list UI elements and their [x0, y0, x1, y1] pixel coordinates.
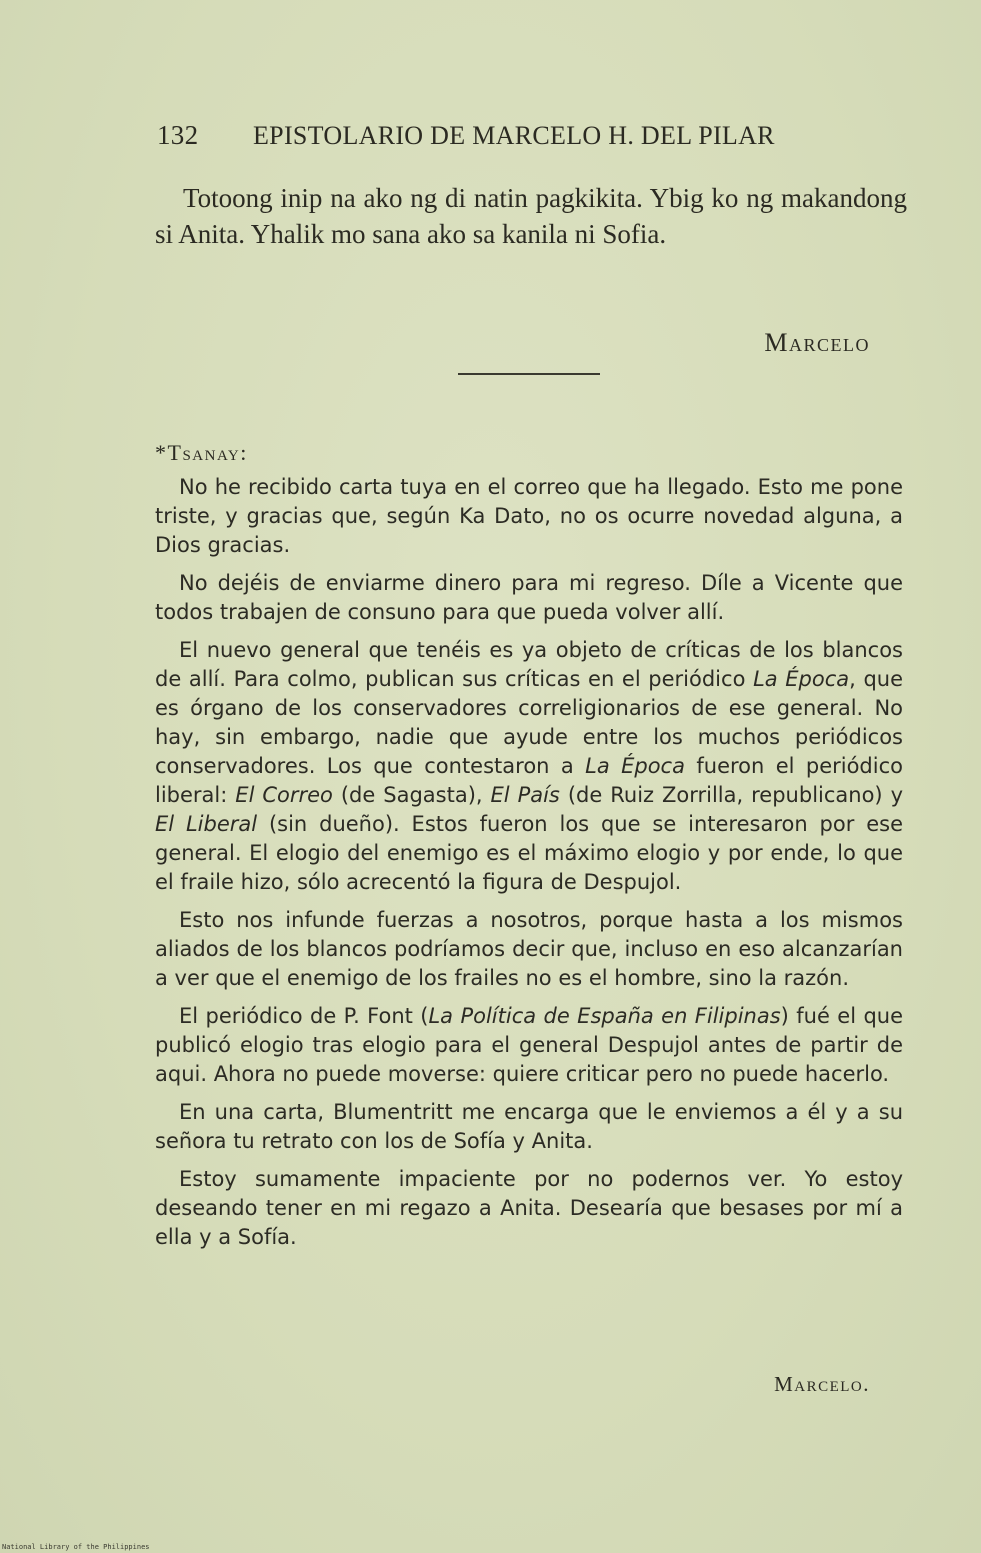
p3-text-e: (de Ruiz Zorrilla, republicano) y: [559, 783, 904, 807]
letter-paragraph-6: En una carta, Blumentritt me encarga que le enviemos a él y a su señora tu retrato con los de Sofía y Anita.: [155, 1100, 903, 1153]
el-correo-title: El Correo: [235, 783, 333, 807]
page-number: 132: [157, 120, 199, 150]
running-header: [157, 120, 857, 151]
section-divider: [458, 373, 600, 375]
tagalog-paragraph: Totoong inip na ako ng di natin pagkikita. Ybig ko ng makandong si Anita. Yhalik mo sana ako sa kanila ni Sofia.: [155, 183, 907, 249]
p5-text-a: El periódico de P. Font (: [179, 1004, 429, 1028]
letter-body: [155, 473, 903, 1261]
signature-marcelo-1: Marcelo: [764, 328, 870, 357]
p3-text-c: fueron el periódico liberal:: [155, 754, 903, 807]
salutation: *Tsanay:: [155, 440, 248, 465]
el-pais-title: El País: [490, 783, 560, 807]
el-liberal-title: El Liberal: [155, 812, 258, 836]
p5-text-b: ) fué el que publicó elogio tras elogio para el general Despujol antes de partir de aqui. Ahora no puede moverse: quiere criticar pero no puede hacerlo.: [155, 1004, 904, 1086]
letter-paragraph-5: [155, 1002, 903, 1089]
library-footer: National Library of the Philippines: [2, 1543, 150, 1551]
signature-marcelo-2: Marcelo.: [774, 1372, 870, 1396]
letter-paragraph-1: No he recibido carta tuya en el correo que ha llegado. Esto me pone triste, y gracias que, según Ka Dato, no os ocurre novedad alguna, a Dios gracias.: [155, 475, 903, 557]
letter-paragraph-4: Esto nos infunde fuerzas a nosotros, porque hasta a los mismos aliados de los blancos podríamos decir que, incluso en eso alcanzarían a ver que el enemigo de los frailes no es el hombre, sino la razón.: [155, 908, 903, 990]
p3-text-f: (sin dueño). Estos fueron los que se interesaron por ese general. El elogio del enemigo es el máximo elogio y por ende, lo que el fraile hizo, sólo acrecentó la figura de Despujol.: [155, 812, 903, 894]
newspaper-title: La Política de España en Filipinas: [428, 1004, 781, 1028]
letter-paragraph-2: No dejéis de enviarme dinero para mi regreso. Díle a Vicente que todos trabajen de consuno para que pueda volver allí.: [155, 571, 903, 624]
la-epoca-title-1: La Época: [753, 667, 850, 691]
letter-paragraph-3: [155, 636, 903, 897]
letter-paragraph-7: Estoy sumamente impaciente por no podernos ver. Yo estoy deseando tener en mi regazo a Anita. Desearía que besases por mí a ella y a Sofía.: [155, 1167, 903, 1249]
p3-text-b: , que es órgano de los conservadores correligionarios de ese general. No hay, sin embargo, nadie que ayude entre los muchos periódicos conservadores. Los que contestaron a: [155, 667, 904, 778]
la-epoca-title-2: La Época: [585, 754, 685, 778]
p3-text-d: (de Sagasta),: [332, 783, 491, 807]
p3-text-a: El nuevo general que tenéis es ya objeto de críticas de los blancos de allí. Para colmo, publican sus críticas en el periódico: [155, 638, 903, 691]
running-title: EPISTOLARIO DE MARCELO H. DEL PILAR: [253, 121, 775, 150]
